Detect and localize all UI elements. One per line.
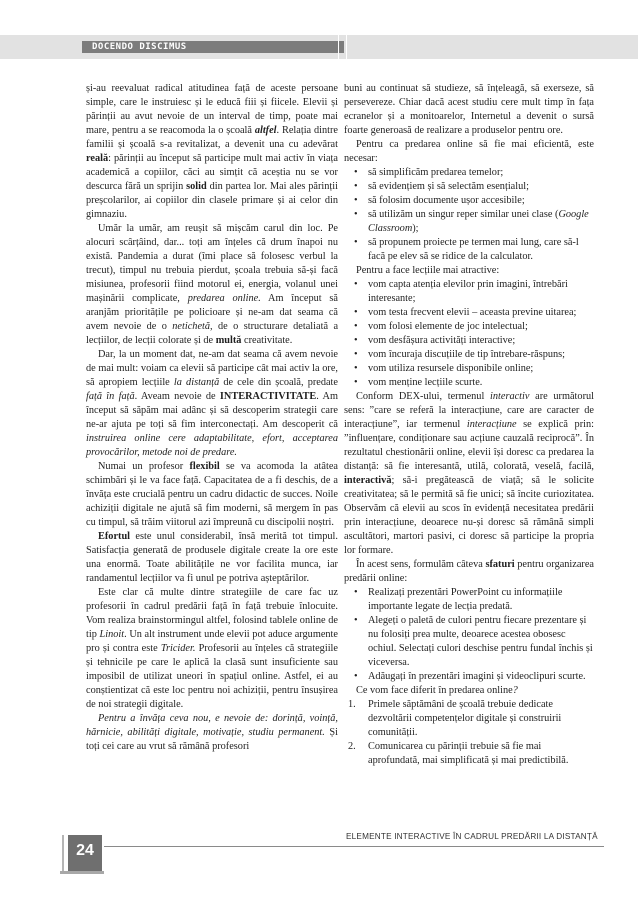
bullet-list (344, 586, 594, 684)
bullet-list (344, 166, 594, 264)
list-item: 2. Comunicarea cu părinții trebuie să fie mai aprofundată, mai simplificată și mai predictibilă. (348, 741, 569, 766)
paragraph: Dar, la un moment dat, ne-am dat seama că avem nevoie de mai mult: voiam ca elevii să participe cât mai activ la ore, să apropiem lecțiile la distanță de cele din școală, predate față în față. Aveam nevoie de INTERACTIVITATE. Am început să săpăm mai adânc și să descoperim strategii care ne-ar ajuta pe toți să fim interconectați. Am descoperit că instruirea online cere adaptabilitate, efort, acceptarea provocărilor, metode noi de predare. (86, 349, 338, 458)
list-item: • să propunem proiecte pe termen mai lung, care să-l facă pe elev să se ridice de la calculator. (344, 236, 594, 264)
page-number-underline (60, 871, 104, 874)
list-item: • să simplificăm predarea temelor; (344, 166, 594, 180)
paragraph: Pentru a învăța ceva nou, e nevoie de: dorință, voință, hărnicie, abilități digitale, motivație, studiu permanent. Și toți cei care au vrut să rămână profesori (86, 713, 338, 752)
list-item: • vom desfășura activități interactive; (344, 334, 594, 348)
paragraph: și-au reevaluat radical atitudinea față de aceste persoane simple, care le instruiesc și le educă fiii și fiicele. Elevii și părinții au avut nevoie de un interval de timp, poate mai mare, pentru a se reacomoda la o școală altfel. Relația dintre familii și școală s-a revitalizat, a devenit una cu adevărat reală: părinții au început să participe mult mai activ în viața academică a copiilor, căci au simțit că aceștia nu se vor descurca fără un sprijin solid din partea lor. Mai ales părinții preșcolarilor, ai copiilor din clasele primare și ai celor din gimnaziu. (86, 83, 339, 220)
list-item: • vom testa frecvent elevii – aceasta previne uitarea; (344, 306, 594, 320)
paragraph: Pentru ca predarea online să fie mai eficientă, este necesar: (344, 139, 594, 164)
list-item: • vom utiliza resursele disponibile online; (344, 362, 594, 376)
paragraph: Ce vom face diferit în predarea online? (356, 685, 518, 696)
list-item: • vom menține lecțiile scurte. (344, 376, 594, 390)
list-item: • să folosim documente ușor accesibile; (344, 194, 594, 208)
right-column (344, 82, 594, 768)
header-divider (346, 35, 347, 59)
paragraph: Numai un profesor flexibil se va acomoda la atâtea schimbări și le va face față. Capacitatea de a fi deschis, de a învăța este crucială pentru un cadru didactic de succes. Noile achiziții digitale ne ajută să fim moderni, să mergem în pas cu timpul, să trăim viitorul azi împreună cu discipolii noștri. (86, 461, 338, 528)
list-item: 1. Primele săptămâni de școală trebuie dedicate dezvoltării competențelor digitale și construirii comunității. (348, 699, 562, 738)
paragraph: Efortul este unul considerabil, însă merită tot timpul. Satisfacția generată de produsele digitale create la ore este una enormă. Toate abilitățile ne vor facilita munca, iar randamentul lecțiilor va fi unul pe potriva așteptărilor. (86, 531, 338, 584)
paragraph: Umăr la umăr, am reușit să mișcăm carul din loc. Pe alocuri scârțâind, dar... toți am înțeles că drum înapoi nu există. Pandemia a durat (îmi place să folosesc verbul la trecut), timpul nu trebuia pierdut, școala trebuia să-și facă misiunea, profesorii fiind motorul ei, energia, volanul unei mașinării complicate, predarea online. Am început să aranjăm prioritățile pe policioare și ne-am dat seama că avem nevoie de o netichetă, de o structurare detaliată a lecțiilor, de lecții colorate și de multă creativitate. (86, 223, 339, 346)
running-footer-title: ELEMENTE INTERACTIVE ÎN CADRUL PREDĂRII LA DISTANȚĂ (346, 832, 598, 841)
list-item: • vom încuraja discuțiile de tip întrebare-răspuns; (344, 348, 594, 362)
left-column (86, 82, 338, 754)
list-item: • vom folosi elemente de joc intelectual; (344, 320, 594, 334)
paragraph: Conform DEX-ului, termenul interactiv are următorul sens: ”care se referă la interacțiune, care are caracter de interacțiune”, iar termenul interacțiune se explică prin: ”influențare, condiționare sau acțiune cauzală reciprocă”. În rezultatul chestionării online, elevii își doresc ca predarea la distanță: să fie interesantă, utilă, colorată, veselă, facilă, interactivă; să-i pregătească de viață; să le solicite creativitatea; să le permită să fie unici; să încite curiozitatea. Observăm că elevii au scos în evidență necesitatea predării prin interacțiune, deoarece nu-și doresc să rămână simpli ascultători, martori pasivi, ci doresc să participe la propria lor formare. (344, 391, 595, 556)
list-item: • Realizați prezentări PowerPoint cu informațiile importante legate de lecția predată. (344, 586, 594, 614)
list-item: • vom capta atenția elevilor prin imagini, întrebări interesante; (344, 278, 594, 306)
page-number: 24 (76, 842, 94, 859)
header-band (0, 35, 638, 59)
paragraph: În acest sens, formulăm câteva sfaturi pentru organizarea predării online: (344, 559, 595, 584)
list-item: • Adăugați în prezentări imagini și videoclipuri scurte. (344, 670, 594, 684)
header-divider (338, 35, 339, 59)
list-item: • să utilizăm un singur reper similar unei clase (Google Classroom); (344, 208, 594, 236)
list-item: • Alegeți o paletă de culori pentru fiecare prezentare și nu folosiți prea multe, deoarece acestea obosesc ochiul. Selectați culori deschise pentru fundal închis și viceversa. (344, 614, 594, 670)
footer-rule (104, 846, 604, 847)
page-marker-accent (62, 835, 64, 871)
numbered-list (344, 698, 594, 768)
paragraph: buni au continuat să studieze, să înțeleagă, să exerseze, să persevereze. Chiar dacă acest studiu cere mult timp în fața ecranelor și a monitoarelor, Internetul a devenit o sursă foarte generoasă de realizare a produselor pentru ore. (344, 83, 594, 136)
bullet-list (344, 278, 594, 390)
journal-title: DOCENDO DISCIMUS (92, 42, 187, 52)
paragraph: Pentru a face lecțiile mai atractive: (356, 265, 500, 276)
paragraph: Este clar că multe dintre strategiile de care fac uz profesorii în cadrul predării față în față trebuie înlocuite. Vom realiza brainstormingul altfel, folosind tablele online de tip Linoit. Un alt instrument unde elevii pot aduce argumente pro și contra este Tricider. Profesorii au înțeles că strategiile și tehnicile pe care le aplică la clasă sunt insuficiente sau imposibil de utilizat uneori în spațiul online. Astfel, ei au conștientizat că este loc pentru noi achiziții, pentru însușirea de noi strategii digitale. (86, 587, 338, 710)
list-item: • să evidențiem și să selectăm esențialul; (344, 180, 594, 194)
